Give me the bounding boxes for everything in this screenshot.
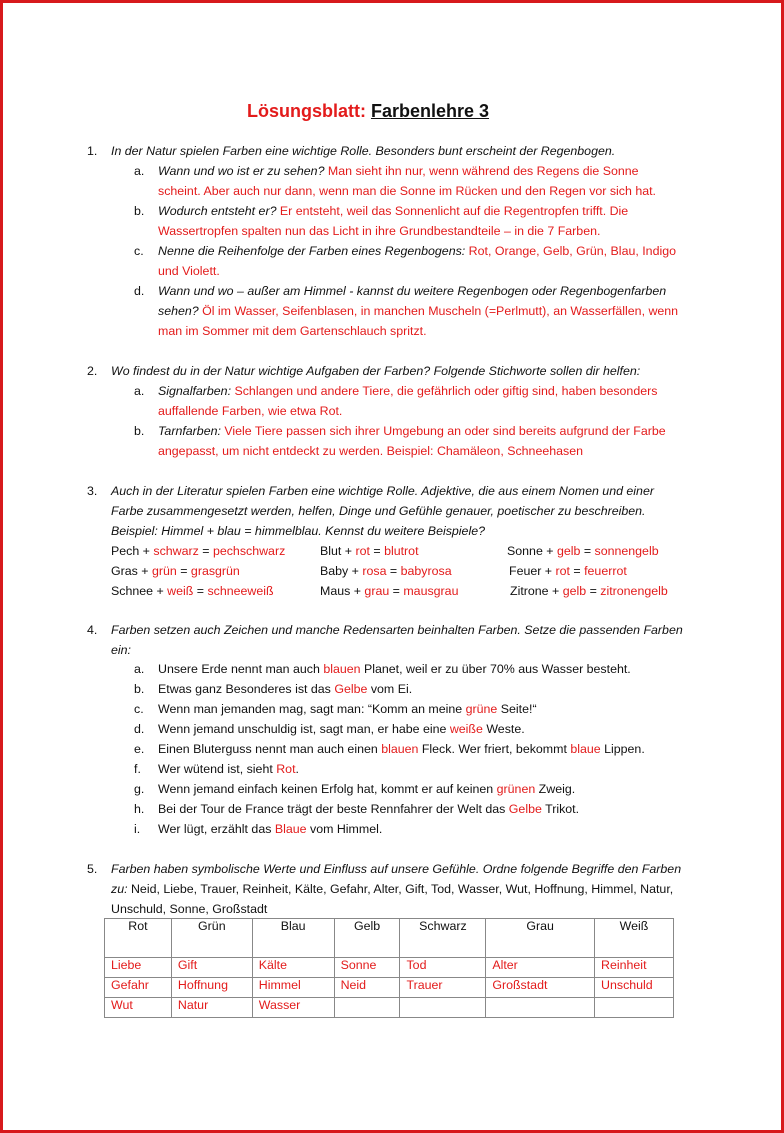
table-cell: Kälte [252,958,334,978]
q1d-question-end: sehen? [158,304,199,318]
q4-item: Wenn jemand unschuldig ist, sagt man, er habe eine weiße Weste. [158,722,525,736]
table-cell: Hoffnung [171,978,252,998]
q4-item-letter: i. [134,822,141,836]
q4-item: Wer lügt, erzählt das Blaue vom Himmel. [158,822,383,836]
q4-item-letter: h. [134,802,145,816]
q2b-question: Tarnfarben: [158,424,221,438]
color-association-table [104,918,674,1018]
q4-item: Unsere Erde nennt man auch blauen Planet, weil er zu über 70% aus Wasser besteht. [158,662,631,676]
q1a-line1 [158,161,639,181]
table-cell: Sonne [334,958,400,978]
compound-word: Pech + schwarz = pechschwarz [111,544,286,558]
table-cell: Unschuld [595,978,674,998]
q4-line2: ein: [111,643,131,657]
table-row [105,958,674,978]
compound-word: Baby + rosa = babyrosa [320,564,452,578]
q4-line1: Farben setzen auch Zeichen und manche Redensarten beinhalten Farben. Setze die passenden Farben [111,623,683,637]
table-header: Weiß [595,919,674,958]
q1d-answer: Öl im Wasser, Seifenblasen, in manchen Muscheln (=Perlmutt), an Wasserfällen, wenn [198,304,679,318]
q4-item-letter: g. [134,782,145,796]
table-header-row [105,919,674,958]
q1b-line2: Wassertropfen spalten nun das Licht in ihre Grundbestandteile – in die 7 Farben. [158,224,601,238]
table-header: Gelb [334,919,400,958]
q1b-line1 [158,201,628,221]
q5-line3: Unschuld, Sonne, Großstadt [111,902,268,916]
q5-number: 5. [87,862,98,876]
q2a-answer: Schlangen und andere Tiere, die gefährlich oder giftig sind, haben besonders [231,384,658,398]
q4-item: Einen Bluterguss nennt man auch einen blauen Fleck. Wer friert, bekommt blaue Lippen. [158,742,645,756]
q2-number: 2. [87,364,98,378]
table-row [105,998,674,1018]
compound-word: Sonne + gelb = sonnengelb [507,544,659,558]
table-cell: Natur [171,998,252,1018]
q1c-letter: c. [134,244,144,258]
compound-word: Schnee + weiß = schneeweiß [111,584,274,598]
q1d-line3: man im Sommer mit dem Gartenschlauch spritzt. [158,324,427,338]
table-cell: Tod [400,958,486,978]
table-cell: Himmel [252,978,334,998]
q1c-line1 [158,241,676,261]
table-cell: Liebe [105,958,172,978]
q2b-line1 [158,421,666,441]
q1-number: 1. [87,144,98,158]
q1c-answer: Rot, Orange, Gelb, Grün, Blau, Indigo [465,244,676,258]
q4-number: 4. [87,623,98,637]
table-header: Grün [171,919,252,958]
q1a-answer: Man sieht ihn nur, wenn während des Regens die Sonne [324,164,639,178]
table-row [105,978,674,998]
compound-word: Feuer + rot = feuerrot [509,564,627,578]
q1a-line2: scheint. Aber auch nur dann, wenn man die Sonne im Rücken und den Regen vor sich hat. [158,184,657,198]
table-cell [486,998,595,1018]
q2a-letter: a. [134,384,145,398]
table-header: Rot [105,919,172,958]
q1d-line2 [158,301,678,321]
q1a-question: Wann und wo ist er zu sehen? [158,164,325,178]
q1c-line2: und Violett. [158,264,220,278]
q4-item-letter: f. [134,762,141,776]
table-cell: Wut [105,998,172,1018]
q1c-question: Nenne die Reihenfolge der Farben eines Regenbogens: [158,244,466,258]
q2-text: Wo findest du in der Natur wichtige Aufgaben der Farben? Folgende Stichworte sollen dir helfen: [111,364,641,378]
q1a-letter: a. [134,164,145,178]
table-cell: Neid [334,978,400,998]
compound-word: Gras + grün = grasgrün [111,564,240,578]
table-cell: Gift [171,958,252,978]
compound-word: Blut + rot = blutrot [320,544,419,558]
table-cell [400,998,486,1018]
table-cell: Reinheit [595,958,674,978]
q4-item-letter: d. [134,722,145,736]
q2a-line1 [158,381,657,401]
table-cell: Gefahr [105,978,172,998]
q4-item: Wenn man jemanden mag, sagt man: “Komm an meine grüne Seite!“ [158,702,537,716]
q4-item: Etwas ganz Besonderes ist das Gelbe vom Ei. [158,682,413,696]
q4-item: Wenn jemand einfach keinen Erfolg hat, kommt er auf keinen grünen Zweig. [158,782,576,796]
table-cell [595,998,674,1018]
q2a-question: Signalfarben: [158,384,232,398]
table-cell: Alter [486,958,595,978]
q1d-line1: Wann und wo – außer am Himmel - kannst du weitere Regenbogen oder Regenbogenfarben [158,284,667,298]
table-header: Blau [252,919,334,958]
q3-number: 3. [87,484,98,498]
q2b-line2: angepasst, um nicht entdeckt zu werden. Beispiel: Chamäleon, Schneehasen [158,444,583,458]
q3-line1: Auch in der Literatur spielen Farben eine wichtige Rolle. Adjektive, die aus einem Nomen und einer [111,484,654,498]
q5-line1: Farben haben symbolische Werte und Einfluss auf unsere Gefühle. Ordne folgende Begriffe den Farben [111,862,682,876]
q1b-question: Wodurch entsteht er? [158,204,277,218]
title-topic: Farbenlehre 3 [370,101,490,121]
q1-text: In der Natur spielen Farben eine wichtige Rolle. Besonders bunt erscheint der Regenbogen. [111,144,616,158]
table-cell [334,998,400,1018]
table-cell: Wasser [252,998,334,1018]
q2b-letter: b. [134,424,145,438]
q4-item-letter: a. [134,662,145,676]
table-header: Schwarz [400,919,486,958]
compound-word: Zitrone + gelb = zitronengelb [510,584,668,598]
title-prefix: Lösungsblatt: [246,101,371,121]
q4-item: Bei der Tour de France trägt der beste Rennfahrer der Welt das Gelbe Trikot. [158,802,580,816]
q1b-answer: Er entsteht, weil das Sonnenlicht auf die Regentropfen trifft. Die [276,204,629,218]
q3-line3: Beispiel: Himmel + blau = himmelblau. Kennst du weitere Beispiele? [111,524,485,538]
q3-line2: Farbe zusammengesetzt werden, helfen, Dinge und Gefühle genauer, poetischer zu beschreiben. [111,504,646,518]
q2b-answer: Viele Tiere passen sich ihrer Umgebung an oder sind bereits aufgrund der Farbe [220,424,666,438]
q1d-letter: d. [134,284,145,298]
q4-item-letter: b. [134,682,145,696]
q4-item-letter: c. [134,702,144,716]
q1b-letter: b. [134,204,145,218]
q4-item-letter: e. [134,742,145,756]
compound-word: Maus + grau = mausgrau [320,584,459,598]
q5-line2: zu: Neid, Liebe, Trauer, Reinheit, Kälte, Gefahr, Alter, Gift, Tod, Wasser, Wut, Hoffnung, Himmel, Natur, [111,882,674,896]
q4-item: Wer wütend ist, sieht Rot. [158,762,299,776]
table-header: Grau [486,919,595,958]
q2a-line2: auffallende Farben, wie etwa Rot. [158,404,343,418]
table-cell: Großstadt [486,978,595,998]
page-title [3,101,733,122]
table-cell: Trauer [400,978,486,998]
